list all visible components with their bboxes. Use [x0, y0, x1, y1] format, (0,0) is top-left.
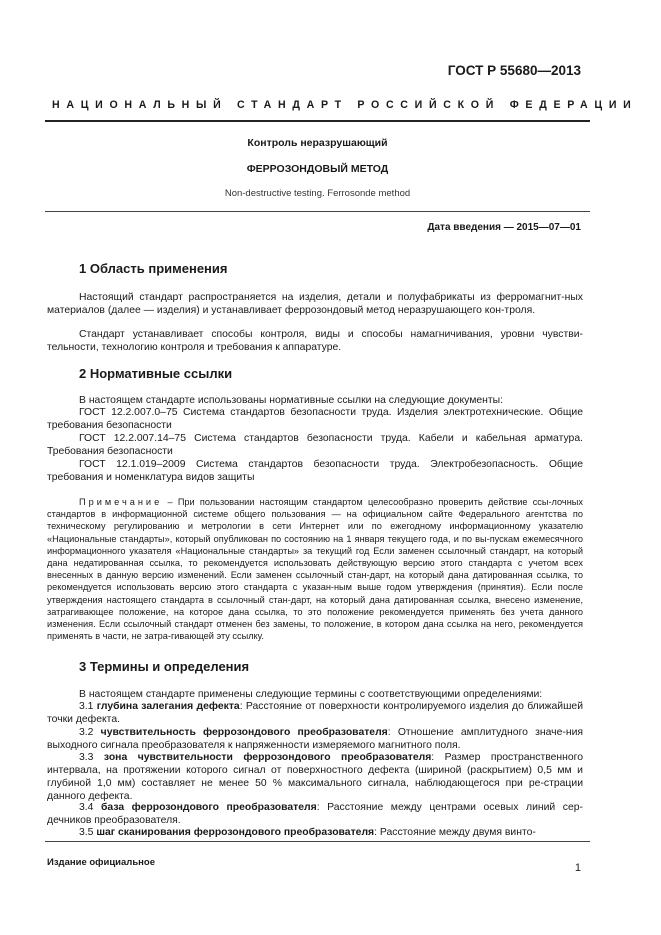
note-text: – При пользовании настоящим стандартом целесообразно проверить действие ссы-лочных стандартов в информационной системе общего пользования — на официальном сайте Федерального агентства по техническому регулированию и метрологии в сети Интернет или по ежегодному информационному указателю «Национальные стандарты», который опубликован по состоянию на 1 января текущего года, и по вы-пускам ежемесячного информационного указателя «Национальные стандарты» за текущий год Если заменен ссылочный стандарт, на который дана недатированная ссылка, то рекомендуется использовать действующую версию этого стандарта с учетом всех внесенных в данную версию изменений. Если заменен ссылочный стан-дарт, на который дана датированная ссылка, то рекомендуется использовать версию этого стандарта с указан-ным выше годом утверждения (принятия). Если после утверждения настоящего стандарта в ссылочный стан-дарт, на который дана датированная ссылка, внесено изменение, затрагивающее положение, на которое дана ссылка, то это положение рекомендуется применять без учета данного изменения. Если ссылочный стандарт отменен без замены, то положение, в котором дана ссылка на него, рекомендуется применять в части, не затра-гивающей эту ссылку. [47, 497, 583, 642]
section-2-heading: 2 Нормативные ссылки [79, 366, 233, 381]
section-1-heading: 1 Область применения [79, 261, 228, 276]
term-number: 3.1 [79, 701, 94, 712]
term-definition [47, 726, 583, 752]
note-paragraph [47, 496, 583, 642]
section-2-text: В настоящем стандарте использованы нормативные ссылки на следующие документы: [79, 395, 503, 406]
reference-item [47, 406, 583, 432]
reference-item [47, 458, 583, 484]
term-definition [47, 826, 583, 839]
reference-text: ГОСТ 12.2.007.14–75 Система стандартов безопасности труда. Кабели и кабельная арматура. Требования безопасности [47, 433, 583, 458]
document-subtitle: Контроль неразрушающий [247, 137, 388, 149]
term-number: 3.2 [79, 727, 94, 738]
section-3-text: В настоящем стандарте применены следующие термины с соответствующими определениями: [79, 689, 543, 700]
term-number: 3.3 [79, 752, 94, 763]
term-definition [47, 801, 583, 827]
page-number: 1 [574, 862, 581, 874]
document-title: ФЕРРОЗОНДОВЫЙ МЕТОД [246, 163, 389, 175]
reference-item [47, 432, 583, 458]
national-standard-banner: НАЦИОНАЛЬНЫЙ СТАНДАРТ РОССИЙСКОЙ ФЕДЕРАЦИИ [52, 99, 638, 111]
note-label: Примечание [79, 497, 163, 507]
top-rule [45, 120, 590, 122]
term-name: база феррозондового преобразователя [101, 802, 317, 813]
section-1-text: Настоящий стандарт распространяется на изделия, детали и полуфабрикаты из ферромагнит-ных материалов (далее — изделия) и устанавливает феррозондовый метод неразрушающего кон-троля. [47, 292, 583, 317]
document-number: ГОСТ Р 55680—2013 [447, 63, 581, 78]
term-name: шаг сканирования феррозондового преобразователя [96, 827, 375, 838]
title-rule [45, 211, 590, 212]
term-definition-text: : Отношение амплитудного значе-ния выходного сигнала преобразователя к напряженности измеряемого магнитного поля. [47, 727, 583, 752]
term-number: 3.4 [79, 802, 94, 813]
term-name: глубина залегания дефекта [96, 701, 240, 712]
document-title-english: Non-destructive testing. Ferrosonde method [224, 188, 411, 199]
term-definition [47, 700, 583, 726]
term-definition-text: : Расстояние от поверхности контролируемого изделия до ближайшей точки дефекта. [47, 701, 583, 726]
term-definition-text: : Размер пространственного интервала, на протяжении которого сигнал от поверхностного дефекта (шириной (раскрытием) 0,5 мм и глубиной 1,0 мм) составляет не менее 50 % максимального сигнала, наблюдающегося при ре-страции данного дефекта. [47, 752, 583, 803]
official-edition-label: Издание официальное [47, 857, 155, 868]
section-1-text: Стандарт устанавливает способы контроля, виды и способы намагничивания, уровни чувстви-тельности, технологию контроля и требования к аппаратуре. [47, 329, 583, 354]
term-definition-text: : Расстояние между центрами осевых линий сер-дечников преобразователя. [47, 802, 583, 827]
reference-text: ГОСТ 12.1.019–2009 Система стандартов безопасности труда. Электробезопасность. Общие требования и номенклатура видов защиты [47, 459, 583, 484]
reference-text: ГОСТ 12.2.007.0–75 Система стандартов безопасности труда. Изделия электротехнические. Общие требования безопасности [47, 407, 583, 432]
section-1-paragraph [47, 328, 583, 354]
term-definition-text: : Расстояние между двумя винто- [374, 827, 536, 838]
term-name: чувствительность феррозондового преобразователя [100, 727, 388, 738]
introduction-date: Дата введения — 2015—07—01 [427, 222, 581, 233]
term-definition [47, 751, 583, 803]
section-1-paragraph [47, 291, 583, 317]
term-name: зона чувствительности феррозондового преобразователя [103, 752, 432, 763]
term-number: 3.5 [79, 827, 94, 838]
section-3-heading: 3 Термины и определения [79, 659, 250, 674]
footer-rule [45, 841, 590, 842]
